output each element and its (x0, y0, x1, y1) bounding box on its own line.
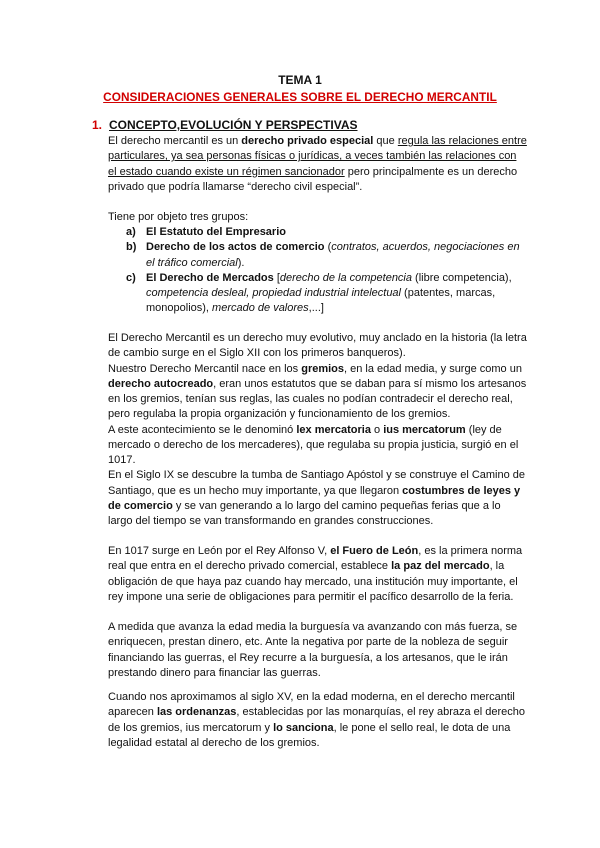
intro-paragraph (108, 134, 528, 195)
list-item-title: El Estatuto del Empresario (146, 226, 286, 238)
list-marker: b) (126, 241, 137, 254)
list-italic: contratos, acuerdos, negociaciones en el tráfico comercial (146, 241, 520, 269)
text: En el Siglo IX se descubre la tumba de Santiago Apóstol y se construye el Camino de Santiago, que es un hecho muy importante, ya que llegaron (108, 469, 526, 497)
text: , eran unos estatutos que se daban para sí mismo los artesanos en los gremios, tenían sus reglas, las cuales no podían contradecir el derecho real, pero regulaba la propia organización y funcionamiento de los gremios. (108, 377, 527, 421)
section-number: 1. (92, 118, 103, 132)
history-sentence: El Derecho Mercantil es un derecho muy evolutivo, muy anclado en la historia (la letra de cambio surge en el Siglo XII con los primeros banqueros). (108, 332, 527, 360)
intro-text: pero principalmente es un derecho privado que podría llamarse “derecho civil especial”. (108, 165, 518, 193)
list-text: (libre competencia), (412, 271, 512, 284)
bold-term: la paz del mercado (391, 560, 490, 573)
objeto-list (126, 225, 526, 317)
fuero-paragraph (108, 544, 528, 605)
list-marker: a) (126, 226, 136, 238)
history-paragraph (108, 331, 528, 529)
list-italic: derecho de la competencia (279, 271, 412, 284)
text: Cuando nos aproximamos al siglo XV, en la edad moderna, en el derecho mercantil aparecen (108, 691, 515, 719)
text: , le pone el sello real, le dota de una legalidad estatal al derecho de los gremios. (108, 721, 511, 749)
text: , la obligación de que haya paz cuando hay mercado, una institución muy importante, el rey impone una serie de obligaciones para permitir el pacífico desarrollo de la feria. (108, 560, 518, 603)
text: , establecidas por las monarquías, el rey abraza el derecho de los gremios, ius mercatorum y (108, 706, 526, 734)
text: y se van generando a lo largo del camino pequeñas ferias que a lo largo del tiempo se van transformando en grandes construcciones. (108, 499, 501, 527)
list-italic: mercado de valores (212, 302, 309, 315)
text: (ley de mercado o derecho de los mercaderes), que regulaba su propia justicia, surgió en el 1017. (108, 423, 519, 466)
objeto-lead: Tiene por objeto tres grupos: (108, 211, 249, 223)
list-text: ( (324, 241, 332, 254)
text: o (370, 423, 384, 436)
bold-term: costumbres de leyes y de comercio (108, 484, 521, 512)
bold-term: el Fuero de León (330, 545, 419, 557)
text: En 1017 surge en León por el Rey Alfonso V, (108, 545, 331, 557)
bold-term: derecho autocreado (108, 377, 214, 390)
intro-text: El derecho mercantil es un (108, 135, 242, 147)
list-italic: competencia desleal, propiedad industrial intelectual (146, 287, 401, 299)
burguesia-paragraph (108, 620, 528, 681)
text: A medida que avanza la edad media la burguesía va avanzando con más fuerza, se enriquecen, prestan dinero, etc. Ante la negativa por parte de la nobleza de seguir financiando las guerras, el Rey recurre a la burguesía, a los artesanos, que le irán prestando dinero para financiar las guerras. (108, 621, 518, 679)
list-marker: c) (126, 271, 136, 284)
list-item (126, 271, 526, 317)
list-item (126, 240, 526, 271)
history-sentence (108, 362, 528, 423)
ordenanzas-paragraph (108, 690, 528, 751)
text: A este acontecimiento se le denominó (108, 423, 297, 436)
history-sentence (108, 423, 528, 469)
bold-term: lex mercatoria (296, 423, 371, 436)
list-item-title: Derecho de los actos de comercio (146, 241, 325, 254)
list-text: (patentes, marcas, monopolios), (146, 287, 496, 315)
list-text: [ (273, 271, 280, 284)
text: , es la primera norma real que entra en el derecho privado comercial, establece (108, 545, 523, 573)
section-title: CONCEPTO,EVOLUCIÓN Y PERSPECTIVAS (109, 118, 358, 132)
bold-term: las ordenanzas (156, 706, 237, 719)
chapter-title: CONSIDERACIONES GENERALES SOBRE EL DERECHO MERCANTIL (103, 90, 497, 104)
list-item (126, 225, 526, 240)
chapter-label: TEMA 1 (278, 73, 322, 87)
intro-text: que (373, 135, 398, 147)
section-heading (92, 118, 358, 132)
list-text: ,...] (308, 302, 324, 315)
intro-underlined: regula las relaciones entre particulares, ya sea personas físicas o jurídicas, a veces también las relaciones con el estado cuando existe un régimen sancionador (108, 135, 527, 178)
intro-bold: derecho privado especial (241, 135, 374, 147)
text: , en la edad media, y surge como un (344, 362, 522, 375)
list-text: ). (237, 256, 245, 269)
history-sentence (108, 468, 528, 529)
bold-term: ius mercatorum (383, 423, 466, 436)
bold-term: gremios (301, 362, 345, 375)
list-item-title: El Derecho de Mercados (146, 271, 274, 284)
bold-term: lo sanciona (273, 721, 334, 734)
text: Nuestro Derecho Mercantil nace en los (108, 362, 302, 375)
